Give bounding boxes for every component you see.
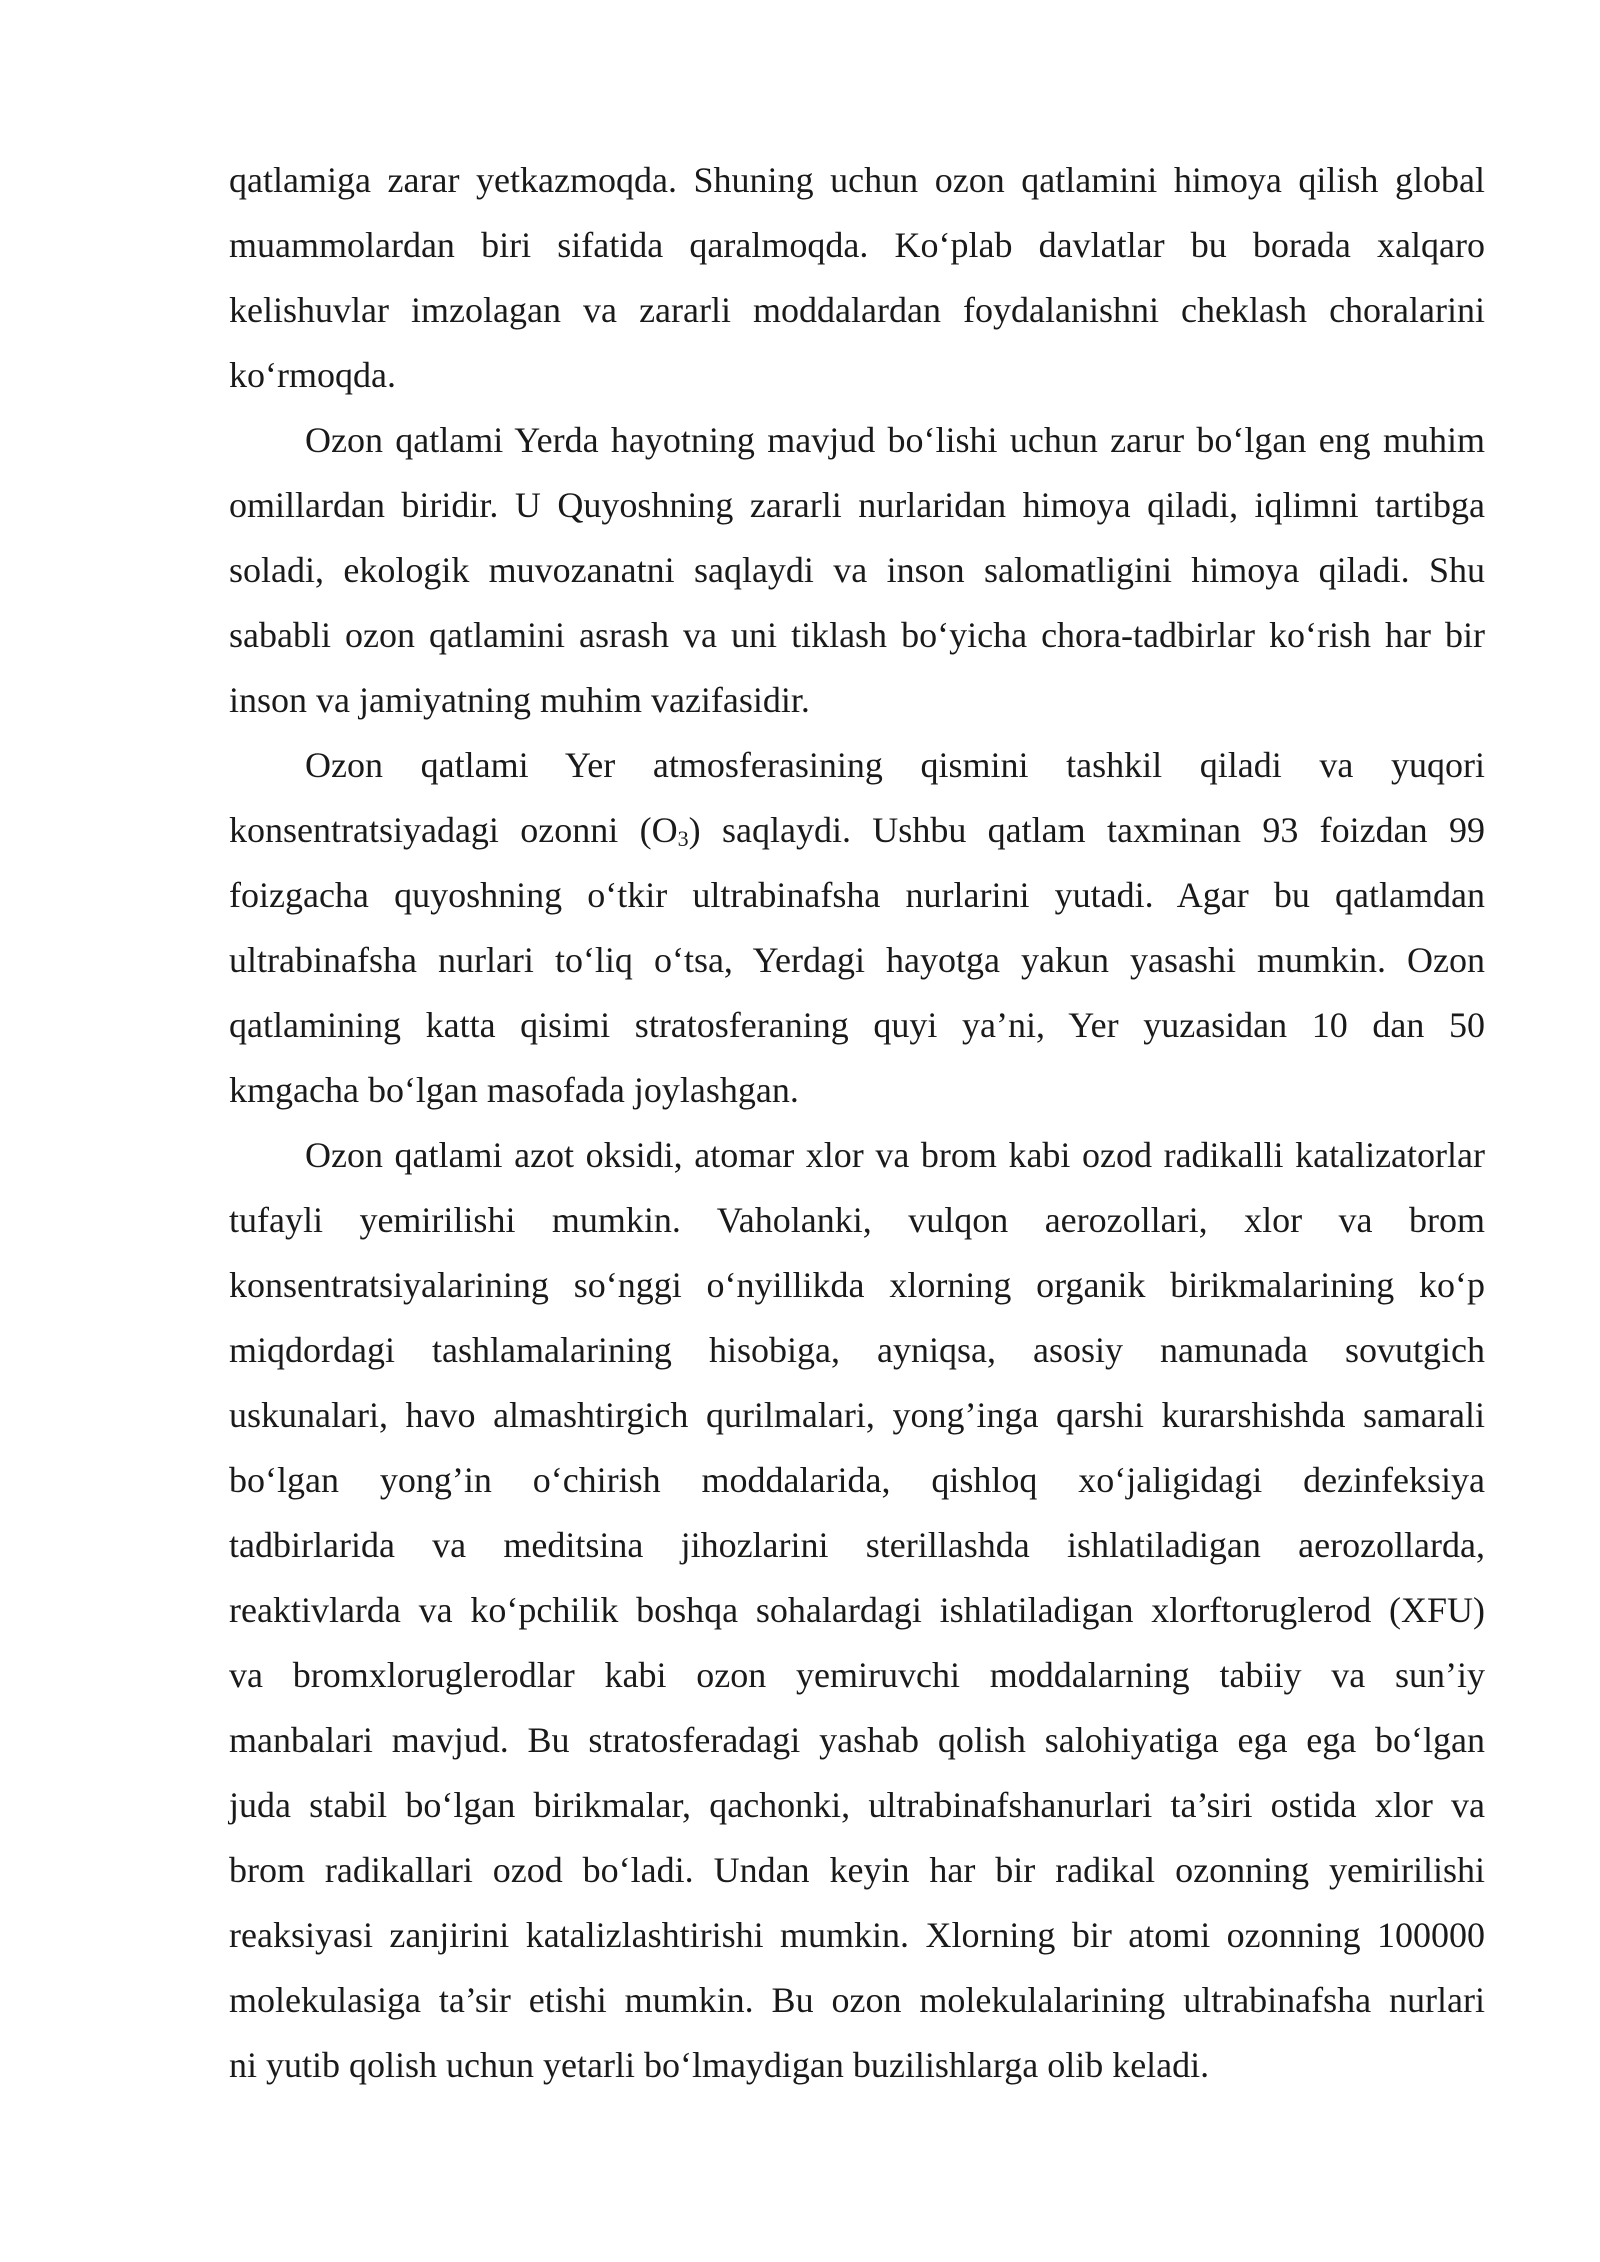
text-line: konsentratsiyalarining so‘nggi o‘nyillikda xlorning organik birikmalarining ko‘p	[229, 1265, 1485, 1305]
text-line: uskunalari, havo almashtirgich qurilmalari, yong’inga qarshi kurarshishda samarali	[229, 1395, 1485, 1435]
text-line: brom radikallari ozod bo‘ladi. Undan keyin har bir radikal ozonning yemirilishi	[229, 1850, 1485, 1890]
paragraph	[229, 1123, 1485, 2098]
text-line: molekulasiga ta’sir etishi mumkin. Bu ozon molekulalarining ultrabinafsha nurlari	[229, 1980, 1485, 2020]
text-line: reaktivlarda va ko‘pchilik boshqa sohalardagi ishlatiladigan xlorftoruglerod (XFU)	[229, 1590, 1485, 1630]
text-run: konsentratsiyadagi ozonni (O	[229, 810, 678, 850]
text-run: ) saqlaydi. Ushbu qatlam taxminan 93 foizdan 99	[688, 810, 1485, 850]
text-line: qatlamiga zarar yetkazmoqda. Shuning uchun ozon qatlamini himoya qilish global	[229, 160, 1485, 200]
text-line: ultrabinafsha nurlari to‘liq o‘tsa, Yerdagi hayotga yakun yasashi mumkin. Ozon	[229, 940, 1485, 980]
text-line: qatlamining katta qisimi stratosferaning quyi ya’ni, Yer yuzasidan 10 dan 50	[229, 1005, 1485, 1045]
text-line: tufayli yemirilishi mumkin. Vaholanki, vulqon aerozollari, xlor va brom	[229, 1200, 1485, 1240]
text-line: reaksiyasi zanjirini katalizlashtirishi mumkin. Xlorning bir atomi ozonning 100000	[229, 1915, 1485, 1955]
text-line: inson va jamiyatning muhim vazifasidir.	[229, 680, 810, 720]
paragraph	[229, 148, 1485, 408]
text-line: ko‘rmoqda.	[229, 355, 396, 395]
text-line: soladi, ekologik muvozanatni saqlaydi va inson salomatligini himoya qiladi. Shu	[229, 550, 1485, 590]
text-line: Ozon qatlami Yerda hayotning mavjud bo‘lishi uchun zarur bo‘lgan eng muhim	[305, 420, 1485, 460]
text-line: tadbirlarida va meditsina jihozlarini sterillashda ishlatiladigan aerozollarda,	[229, 1525, 1485, 1565]
paragraph	[229, 408, 1485, 733]
paragraph	[229, 733, 1485, 1123]
text-line: muammolardan biri sifatida qaralmoqda. Ko‘plab davlatlar bu borada xalqaro	[229, 225, 1485, 265]
text-line: miqdordagi tashlamalarining hisobiga, ayniqsa, asosiy namunada sovutgich	[229, 1330, 1485, 1370]
text-line: juda stabil bo‘lgan birikmalar, qachonki, ultrabinafshanurlari ta’siri ostida xlor va	[229, 1785, 1485, 1825]
text-line: ni yutib qolish uchun yetarli bo‘lmaydigan buzilishlarga olib keladi.	[229, 2045, 1210, 2085]
text-line: bo‘lgan yong’in o‘chirish moddalarida, qishloq xo‘jaligidagi dezinfeksiya	[229, 1460, 1485, 1500]
text-line: Ozon qatlami Yer atmosferasining qismini tashkil qiladi va yuqori	[305, 745, 1485, 785]
text-line	[229, 798, 1485, 863]
text-line: kmgacha bo‘lgan masofada joylashgan.	[229, 1070, 799, 1110]
subscript: 3	[677, 826, 689, 851]
text-line: foizgacha quyoshning o‘tkir ultrabinafsha nurlarini yutadi. Agar bu qatlamdan	[229, 875, 1485, 915]
text-line: sababli ozon qatlamini asrash va uni tiklash bo‘yicha chora-tadbirlar ko‘rish har bir	[229, 615, 1485, 655]
text-line: Ozon qatlami azot oksidi, atomar xlor va brom kabi ozod radikalli katalizatorlar	[305, 1135, 1485, 1175]
text-line: manbalari mavjud. Bu stratosferadagi yashab qolish salohiyatiga ega ega bo‘lgan	[229, 1720, 1485, 1760]
text-line: omillardan biridir. U Quyoshning zararli nurlaridan himoya qiladi, iqlimni tartibga	[229, 485, 1485, 525]
text-line: kelishuvlar imzolagan va zararli moddalardan foydalanishni cheklash choralarini	[229, 290, 1485, 330]
text-line: va bromxloruglerodlar kabi ozon yemiruvchi moddalarning tabiiy va sun’iy	[229, 1655, 1485, 1695]
body-text	[229, 148, 1485, 2098]
